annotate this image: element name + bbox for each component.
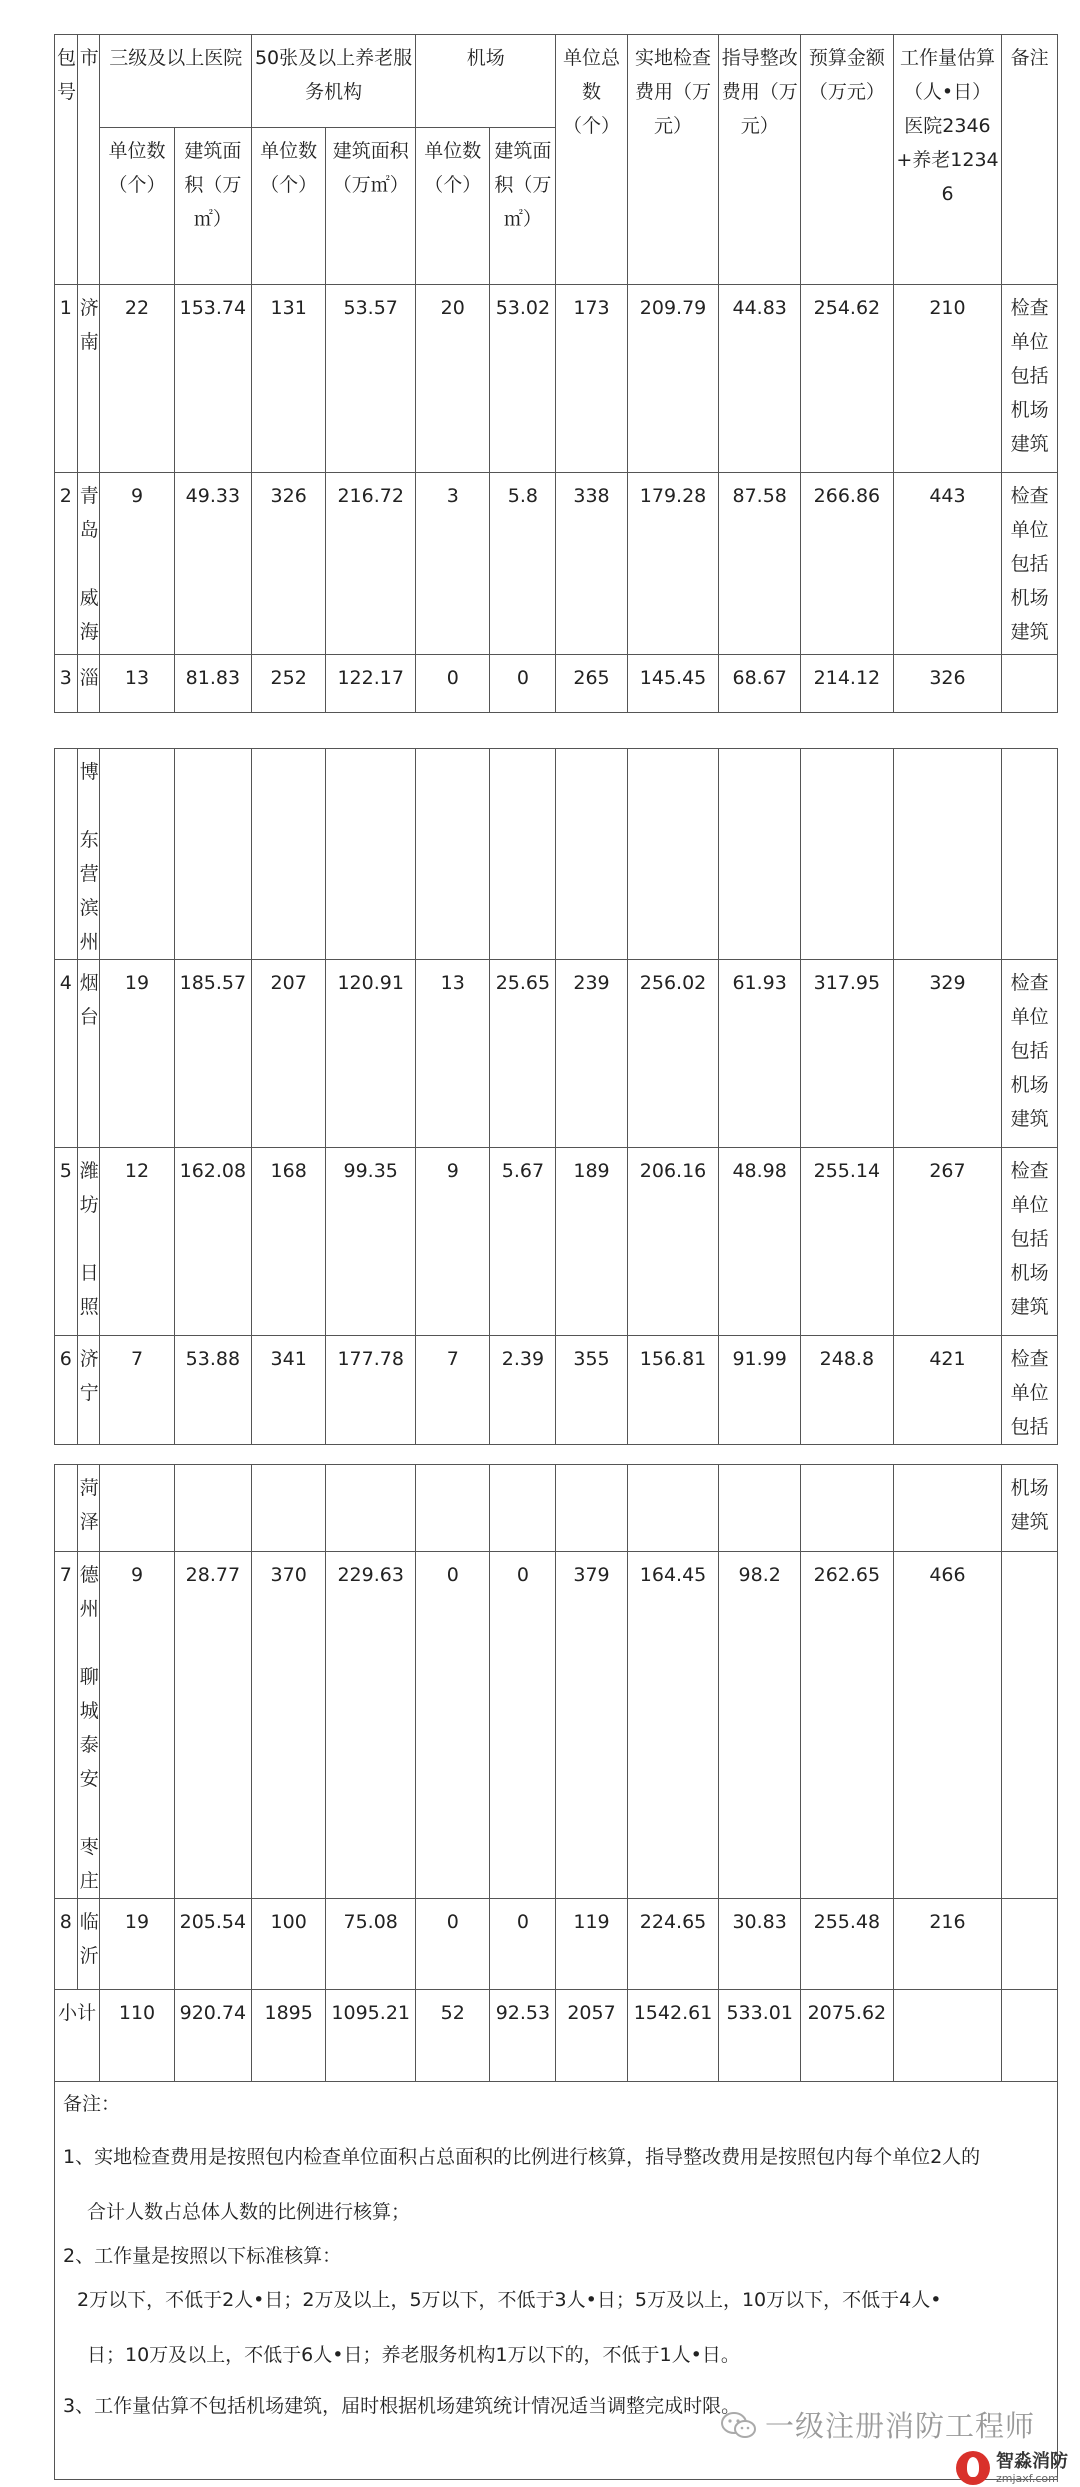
cell-elderly-units: 131 bbox=[252, 285, 326, 473]
cell-elderly-units: 370 bbox=[252, 1552, 326, 1899]
cell-workload: 421 bbox=[893, 1336, 1001, 1445]
cell-inspect-fee bbox=[627, 1465, 719, 1552]
cell-elderly-units bbox=[252, 749, 326, 960]
cell-remark: 检查单位包括机场建筑 bbox=[1002, 473, 1058, 655]
table-row bbox=[55, 1552, 1058, 1899]
notes-line-1: 1、实地检查费用是按照包内检查单位面积占总面积的比例进行核算，指导整改费用是按照包内每个单位2人的 bbox=[63, 2146, 981, 2168]
cell-remark: 检查单位包括机场建筑 bbox=[1002, 285, 1058, 473]
notes-line-2a: 2万以下，不低于2人•日；2万及以上，5万以下，不低于3人•日；5万及以上，10万以下，不低于4人• bbox=[77, 2289, 942, 2311]
header-guide-fee: 指导整改费用（万元） bbox=[719, 35, 801, 285]
cell-remark bbox=[1002, 749, 1058, 960]
cell-airport-area bbox=[490, 1465, 556, 1552]
cell-inspect-fee bbox=[627, 749, 719, 960]
cell-elderly-units: 341 bbox=[252, 1336, 326, 1445]
cell-workload: 210 bbox=[893, 285, 1001, 473]
cell-guide-fee: 30.83 bbox=[719, 1899, 801, 1990]
header-airport-area: 建筑面积（万㎡） bbox=[490, 128, 556, 285]
cell-elderly-area: 120.91 bbox=[326, 960, 416, 1148]
header-hospital-group: 三级及以上医院 bbox=[100, 35, 252, 128]
logo-name: 智淼消防 bbox=[996, 2450, 1068, 2472]
cell-total-units: 379 bbox=[556, 1552, 627, 1899]
cell-pkg: 6 bbox=[55, 1336, 78, 1445]
table-row bbox=[55, 285, 1058, 473]
cell-elderly-area: 53.57 bbox=[326, 285, 416, 473]
cell-inspect-fee: 206.16 bbox=[627, 1148, 719, 1336]
cell-elderly-area: 229.63 bbox=[326, 1552, 416, 1899]
brand-logo bbox=[956, 2451, 1068, 2485]
cell-workload: 267 bbox=[893, 1148, 1001, 1336]
subtotal-h-units: 110 bbox=[100, 1990, 174, 2082]
watermark bbox=[721, 2404, 1035, 2445]
cell-elderly-area bbox=[326, 749, 416, 960]
cell-remark bbox=[1002, 655, 1058, 713]
cell-pkg bbox=[55, 749, 78, 960]
cell-elderly-area: 216.72 bbox=[326, 473, 416, 655]
cell-workload: 329 bbox=[893, 960, 1001, 1148]
cell-hospital-area: 28.77 bbox=[174, 1552, 251, 1899]
cell-total-units: 173 bbox=[556, 285, 627, 473]
cell-airport-area bbox=[490, 749, 556, 960]
cell-hospital-units: 19 bbox=[100, 960, 174, 1148]
notes-line-1b: 合计人数占总体人数的比例进行核算； bbox=[87, 2201, 411, 2223]
cell-hospital-area bbox=[174, 749, 251, 960]
cell-airport-area: 0 bbox=[490, 1899, 556, 1990]
cell-airport-area: 5.67 bbox=[490, 1148, 556, 1336]
cell-pkg bbox=[55, 1465, 78, 1552]
cell-hospital-units: 19 bbox=[100, 1899, 174, 1990]
cell-workload: 443 bbox=[893, 473, 1001, 655]
cell-guide-fee bbox=[719, 749, 801, 960]
cell-city: 济南 bbox=[77, 285, 100, 473]
cell-city: 淄 bbox=[77, 655, 100, 713]
subtotal-a-units: 52 bbox=[416, 1990, 490, 2082]
header-total-units: 单位总数（个） bbox=[556, 35, 627, 285]
cell-hospital-area: 153.74 bbox=[174, 285, 251, 473]
table-row bbox=[55, 473, 1058, 655]
cell-pkg: 8 bbox=[55, 1899, 78, 1990]
header-remark: 备注 bbox=[1002, 35, 1058, 285]
cell-elderly-units: 207 bbox=[252, 960, 326, 1148]
header-inspect-fee: 实地检查费用（万元） bbox=[627, 35, 719, 285]
cell-city: 菏泽 bbox=[77, 1465, 100, 1552]
cell-inspect-fee: 145.45 bbox=[627, 655, 719, 713]
cell-airport-units: 3 bbox=[416, 473, 490, 655]
table-row bbox=[55, 749, 1058, 960]
cell-inspect-fee: 224.65 bbox=[627, 1899, 719, 1990]
cell-budget: 254.62 bbox=[800, 285, 893, 473]
cell-hospital-area: 53.88 bbox=[174, 1336, 251, 1445]
cell-remark: 检查单位包括机场建筑 bbox=[1002, 960, 1058, 1148]
cell-hospital-area: 185.57 bbox=[174, 960, 251, 1148]
cell-airport-units: 7 bbox=[416, 1336, 490, 1445]
cell-workload bbox=[893, 1465, 1001, 1552]
subtotal-h-area: 920.74 bbox=[174, 1990, 251, 2082]
cell-pkg: 1 bbox=[55, 285, 78, 473]
cell-city: 临沂 bbox=[77, 1899, 100, 1990]
subtotal-a-area: 92.53 bbox=[490, 1990, 556, 2082]
table-row bbox=[55, 655, 1058, 713]
cell-total-units bbox=[556, 749, 627, 960]
subtotal-e-units: 1895 bbox=[252, 1990, 326, 2082]
cell-airport-area: 5.8 bbox=[490, 473, 556, 655]
cell-guide-fee: 91.99 bbox=[719, 1336, 801, 1445]
header-airport-units: 单位数（个） bbox=[416, 128, 490, 285]
cell-remark: 检查单位包括机场建筑 bbox=[1002, 1148, 1058, 1336]
header-elderly-area: 建筑面积（万㎡） bbox=[326, 128, 416, 285]
cell-hospital-area bbox=[174, 1465, 251, 1552]
cell-pkg: 4 bbox=[55, 960, 78, 1148]
notes-line-2b: 日；10万及以上，不低于6人•日；养老服务机构1万以下的，不低于1人•日。 bbox=[87, 2344, 740, 2366]
subtotal-e-area: 1095.21 bbox=[326, 1990, 416, 2082]
cell-pkg: 3 bbox=[55, 655, 78, 713]
cell-elderly-area: 122.17 bbox=[326, 655, 416, 713]
cell-hospital-units: 12 bbox=[100, 1148, 174, 1336]
cell-pkg: 5 bbox=[55, 1148, 78, 1336]
cell-airport-area: 25.65 bbox=[490, 960, 556, 1148]
header-hospital-area: 建筑面积（万㎡） bbox=[174, 128, 251, 285]
cell-pkg: 7 bbox=[55, 1552, 78, 1899]
header-hospital-units: 单位数（个） bbox=[100, 128, 174, 285]
cell-hospital-units bbox=[100, 749, 174, 960]
cell-elderly-units bbox=[252, 1465, 326, 1552]
cell-guide-fee: 98.2 bbox=[719, 1552, 801, 1899]
header-elderly-units: 单位数（个） bbox=[252, 128, 326, 285]
cell-city: 潍坊 日照 bbox=[77, 1148, 100, 1336]
subtotal-label: 小计 bbox=[55, 1990, 100, 2082]
cell-budget: 262.65 bbox=[800, 1552, 893, 1899]
cell-total-units: 355 bbox=[556, 1336, 627, 1445]
cell-hospital-units: 9 bbox=[100, 473, 174, 655]
logo-url: zmjaxf.com bbox=[996, 2471, 1059, 2485]
cell-total-units: 239 bbox=[556, 960, 627, 1148]
cell-elderly-units: 252 bbox=[252, 655, 326, 713]
cell-remark: 机场建筑 bbox=[1002, 1465, 1058, 1552]
cell-inspect-fee: 179.28 bbox=[627, 473, 719, 655]
fee-table-part-3 bbox=[54, 1464, 1058, 2082]
cell-total-units: 338 bbox=[556, 473, 627, 655]
cell-hospital-units bbox=[100, 1465, 174, 1552]
cell-budget bbox=[800, 1465, 893, 1552]
cell-budget: 255.48 bbox=[800, 1899, 893, 1990]
cell-airport-area: 2.39 bbox=[490, 1336, 556, 1445]
cell-elderly-units: 326 bbox=[252, 473, 326, 655]
cell-budget: 214.12 bbox=[800, 655, 893, 713]
cell-total-units bbox=[556, 1465, 627, 1552]
cell-workload: 326 bbox=[893, 655, 1001, 713]
cell-airport-area: 0 bbox=[490, 655, 556, 713]
notes-block bbox=[54, 2061, 1058, 2480]
cell-airport-units bbox=[416, 1465, 490, 1552]
cell-airport-area: 0 bbox=[490, 1552, 556, 1899]
cell-airport-units: 20 bbox=[416, 285, 490, 473]
notes-title: 备注： bbox=[63, 2093, 121, 2115]
cell-airport-area: 53.02 bbox=[490, 285, 556, 473]
cell-total-units: 189 bbox=[556, 1148, 627, 1336]
cell-hospital-area: 162.08 bbox=[174, 1148, 251, 1336]
header-workload: 工作量估算（人•日）医院2346+养老12346 bbox=[893, 35, 1001, 285]
cell-guide-fee bbox=[719, 1465, 801, 1552]
cell-city: 烟台 bbox=[77, 960, 100, 1148]
cell-guide-fee: 61.93 bbox=[719, 960, 801, 1148]
cell-airport-units: 0 bbox=[416, 1899, 490, 1990]
table-row bbox=[55, 1899, 1058, 1990]
header-elderly-group: 50张及以上养老服务机构 bbox=[252, 35, 416, 128]
table-row bbox=[55, 1336, 1058, 1445]
cell-hospital-units: 9 bbox=[100, 1552, 174, 1899]
cell-workload: 466 bbox=[893, 1552, 1001, 1899]
cell-guide-fee: 48.98 bbox=[719, 1148, 801, 1336]
cell-remark: 检查单位包括 bbox=[1002, 1336, 1058, 1445]
cell-hospital-units: 22 bbox=[100, 285, 174, 473]
header-budget: 预算金额（万元） bbox=[800, 35, 893, 285]
cell-airport-units bbox=[416, 749, 490, 960]
table-row bbox=[55, 960, 1058, 1148]
cell-hospital-units: 13 bbox=[100, 655, 174, 713]
cell-total-units: 119 bbox=[556, 1899, 627, 1990]
cell-remark bbox=[1002, 1899, 1058, 1990]
cell-budget: 248.8 bbox=[800, 1336, 893, 1445]
flame-logo-icon bbox=[956, 2451, 990, 2485]
table-row bbox=[55, 1148, 1058, 1336]
fee-table-part-2 bbox=[54, 748, 1058, 1445]
watermark-text: 一级注册消防工程师 bbox=[764, 2409, 1035, 2443]
subtotal-budget: 2075.62 bbox=[800, 1990, 893, 2082]
cell-elderly-area: 75.08 bbox=[326, 1899, 416, 1990]
cell-budget: 266.86 bbox=[800, 473, 893, 655]
cell-hospital-units: 7 bbox=[100, 1336, 174, 1445]
cell-airport-units: 0 bbox=[416, 655, 490, 713]
cell-guide-fee: 68.67 bbox=[719, 655, 801, 713]
notes-line-2: 2、工作量是按照以下标准核算： bbox=[63, 2245, 342, 2267]
cell-workload: 216 bbox=[893, 1899, 1001, 1990]
cell-airport-units: 13 bbox=[416, 960, 490, 1148]
subtotal-total: 2057 bbox=[556, 1990, 627, 2082]
cell-pkg: 2 bbox=[55, 473, 78, 655]
subtotal-guide: 533.01 bbox=[719, 1990, 801, 2082]
cell-inspect-fee: 209.79 bbox=[627, 285, 719, 473]
cell-elderly-units: 100 bbox=[252, 1899, 326, 1990]
subtotal-inspect: 1542.61 bbox=[627, 1990, 719, 2082]
cell-airport-units: 0 bbox=[416, 1552, 490, 1899]
cell-budget: 255.14 bbox=[800, 1148, 893, 1336]
header-airport-group: 机场 bbox=[416, 35, 556, 128]
cell-hospital-area: 81.83 bbox=[174, 655, 251, 713]
cell-city: 德州 聊城泰安 枣庄 bbox=[77, 1552, 100, 1899]
cell-inspect-fee: 164.45 bbox=[627, 1552, 719, 1899]
header-city: 市 bbox=[77, 35, 100, 285]
header-pkg: 包号 bbox=[55, 35, 78, 285]
cell-inspect-fee: 156.81 bbox=[627, 1336, 719, 1445]
cell-workload bbox=[893, 749, 1001, 960]
cell-airport-units: 9 bbox=[416, 1148, 490, 1336]
cell-budget: 317.95 bbox=[800, 960, 893, 1148]
wechat-icon bbox=[721, 2411, 755, 2439]
cell-hospital-area: 49.33 bbox=[174, 473, 251, 655]
cell-budget bbox=[800, 749, 893, 960]
cell-elderly-area bbox=[326, 1465, 416, 1552]
table-row bbox=[55, 1465, 1058, 1552]
notes-line-3: 3、工作量估算不包括机场建筑，届时根据机场建筑统计情况适当调整完成时限。 bbox=[63, 2395, 741, 2417]
cell-remark bbox=[1002, 1552, 1058, 1899]
cell-total-units: 265 bbox=[556, 655, 627, 713]
cell-city: 济宁 bbox=[77, 1336, 100, 1445]
cell-inspect-fee: 256.02 bbox=[627, 960, 719, 1148]
cell-elderly-area: 99.35 bbox=[326, 1148, 416, 1336]
cell-city: 博 东营滨州 bbox=[77, 749, 100, 960]
cell-city: 青岛 威海 bbox=[77, 473, 100, 655]
cell-hospital-area: 205.54 bbox=[174, 1899, 251, 1990]
fee-table-part-1 bbox=[54, 34, 1058, 713]
cell-elderly-area: 177.78 bbox=[326, 1336, 416, 1445]
cell-elderly-units: 168 bbox=[252, 1148, 326, 1336]
cell-guide-fee: 44.83 bbox=[719, 285, 801, 473]
cell-guide-fee: 87.58 bbox=[719, 473, 801, 655]
